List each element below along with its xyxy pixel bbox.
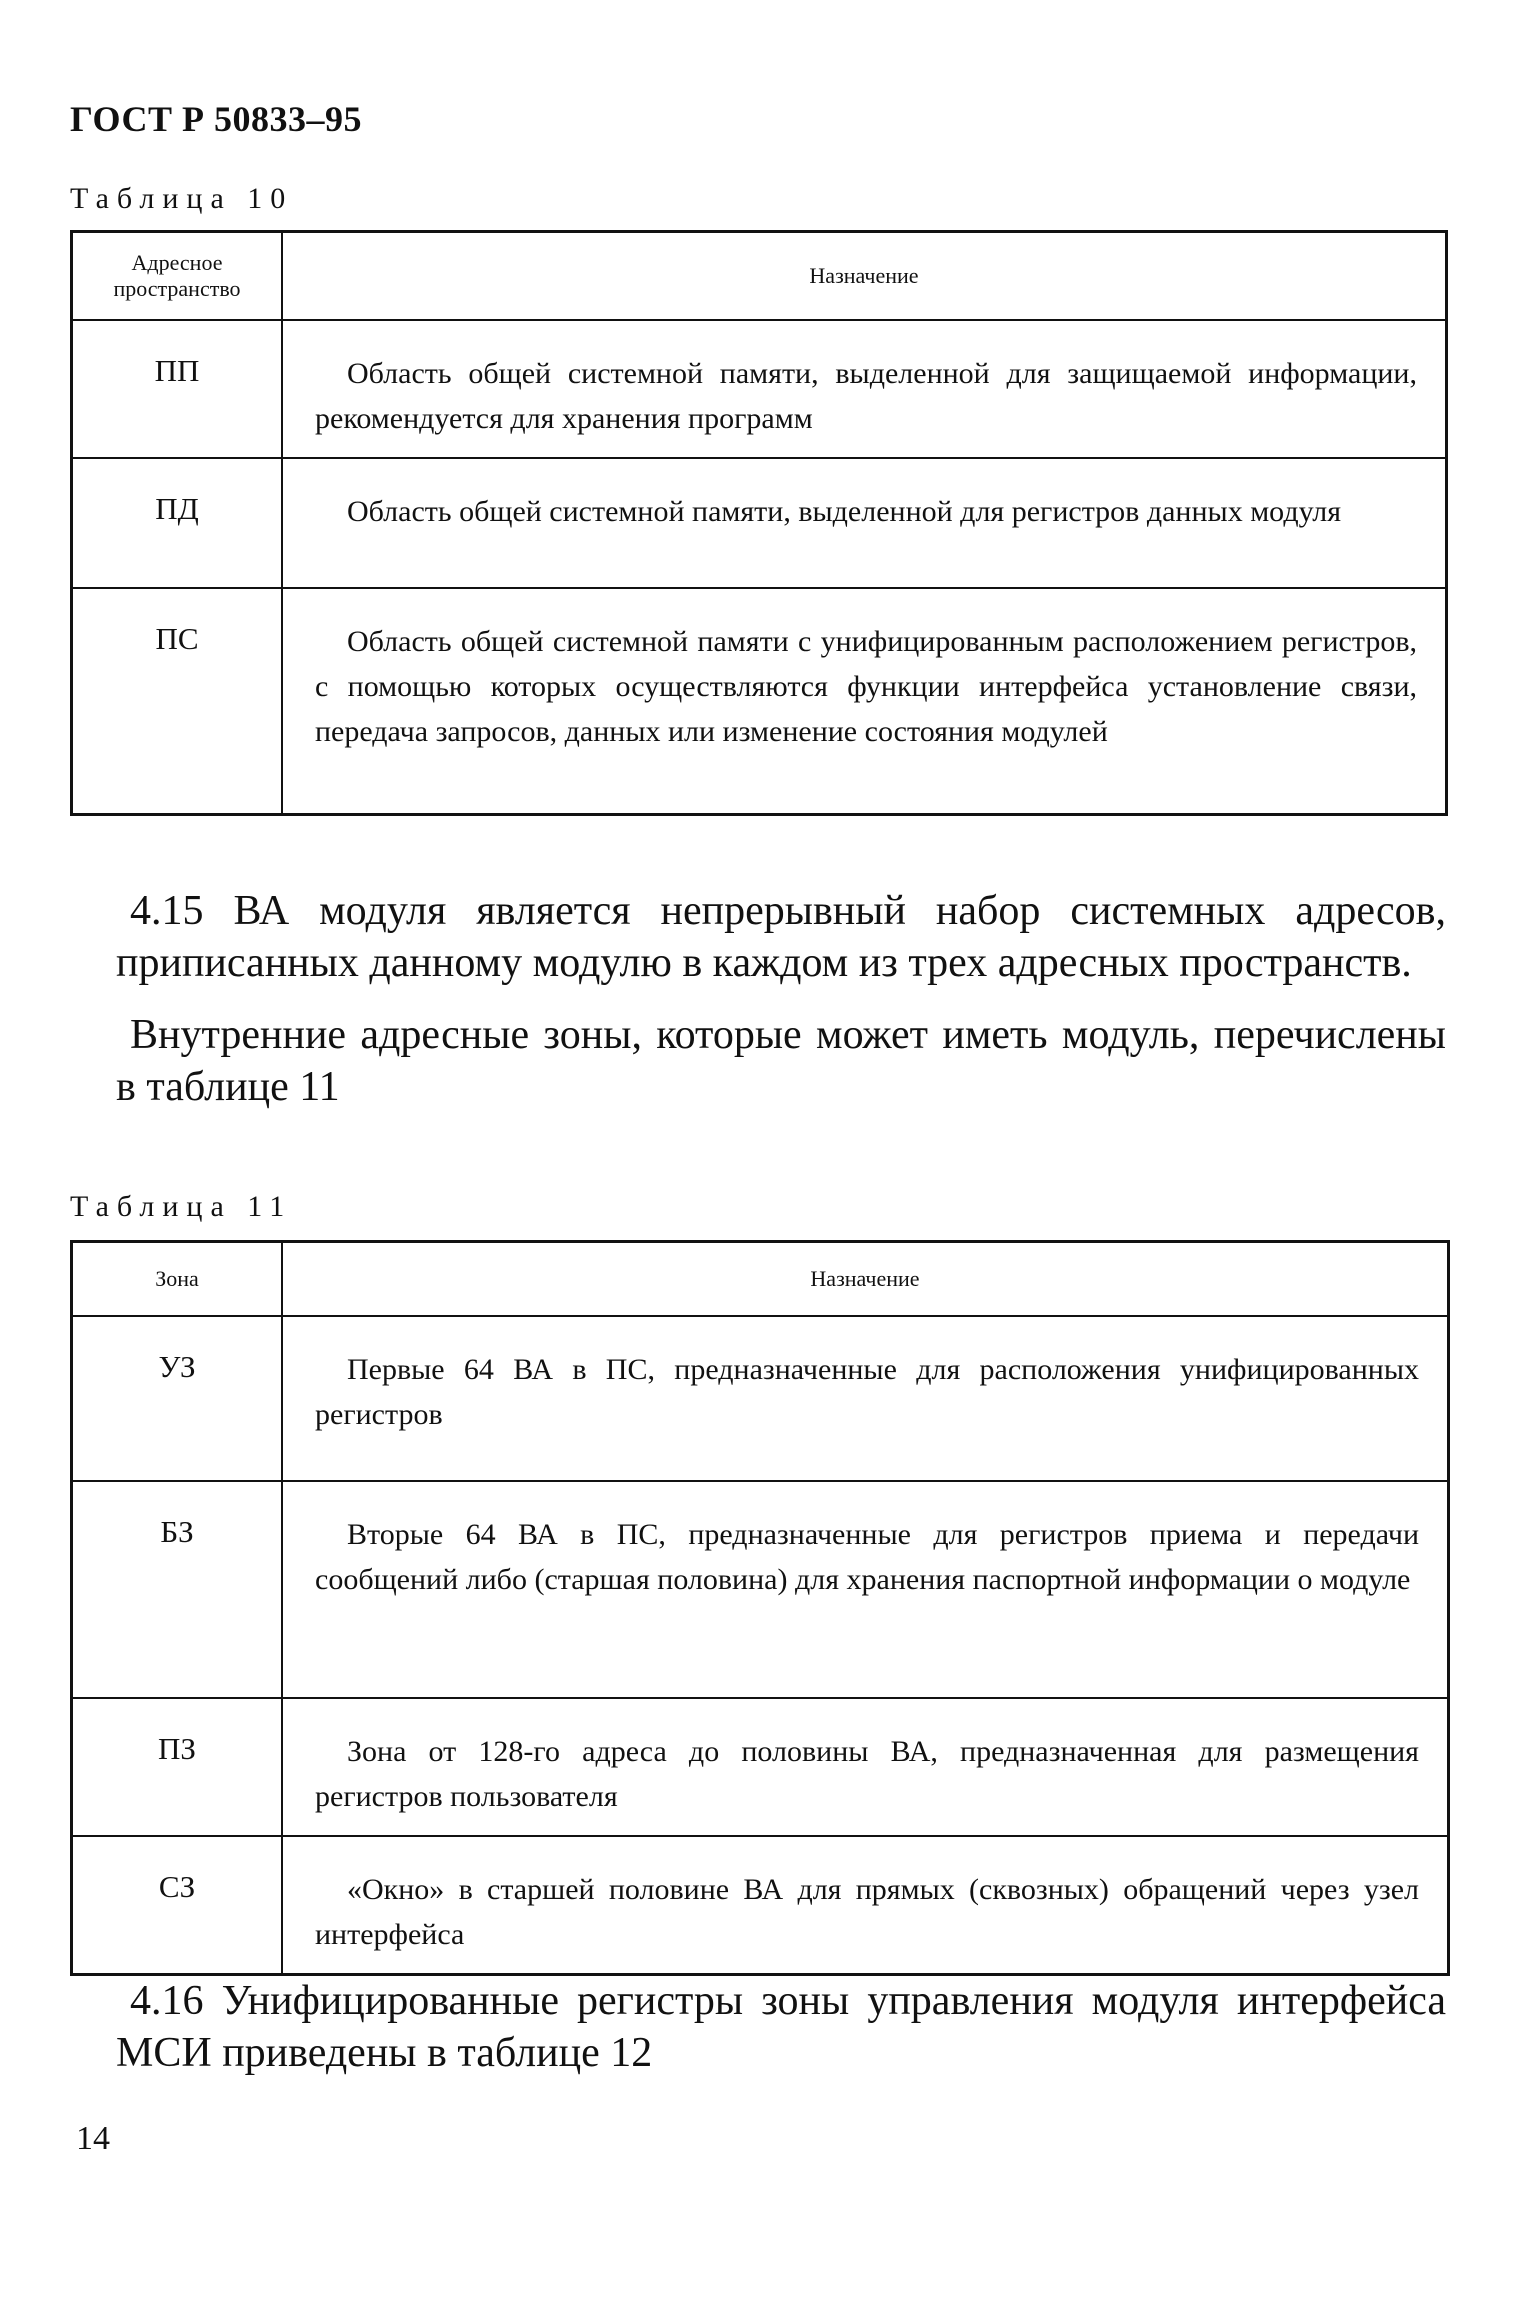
table-row [72, 1316, 1449, 1481]
table-row [72, 588, 1447, 814]
table-11 [70, 1240, 1450, 1976]
row-text: Область общей системной памяти, выделенной для регистров данных модуля [282, 458, 1447, 588]
row-code: ПП [72, 320, 283, 458]
row-code: УЗ [72, 1316, 283, 1481]
row-text: Вторые 64 ВА в ПС, предназначенные для регистров приема и передачи сообщений либо (старшая половина) для хранения паспортной информации о модуле [282, 1481, 1449, 1698]
paragraph: Внутренние адресные зоны, которые может иметь модуль, перечислены в таблице 11 [116, 1012, 1446, 1110]
row-text: Зона от 128-го адреса до половины ВА, предназначенная для размещения регистров пользователя [282, 1698, 1449, 1836]
section-4-16 [116, 1975, 1446, 2099]
table-header-row [72, 232, 1447, 321]
column-header-purpose: Назначение [282, 1242, 1449, 1317]
row-code: ПЗ [72, 1698, 283, 1836]
row-text: «Окно» в старшей половине ВА для прямых (сквозных) обращений через узел интерфейса [282, 1836, 1449, 1975]
paragraph: 4.15 ВА модуля является непрерывный набор системных адресов, приписанных данному модулю в каждом из трех адресных пространств. [116, 888, 1446, 986]
table-row [72, 1481, 1449, 1698]
row-code: ПС [72, 588, 283, 814]
column-header-address-space: Адресное пространство [72, 232, 283, 321]
column-header-purpose: Назначение [282, 232, 1447, 321]
table-header-row [72, 1242, 1449, 1317]
column-header-zone: Зона [72, 1242, 283, 1317]
row-code: БЗ [72, 1481, 283, 1698]
table-row [72, 1698, 1449, 1836]
document-header: ГОСТ Р 50833–95 [70, 99, 362, 139]
row-text: Область общей системной памяти с унифицированным расположением регистров, с помощью которых осуществляются функции интерфейса установление связи, передача запросов, данных или изменение состояния модулей [282, 588, 1447, 814]
table-10-caption: Таблица 10 [70, 182, 294, 215]
row-text: Область общей системной памяти, выделенной для защищаемой информации, рекомендуется для хранения программ [282, 320, 1447, 458]
section-4-15 [116, 885, 1446, 1133]
table-11-caption: Таблица 11 [70, 1190, 293, 1223]
page-number: 14 [76, 2120, 110, 2157]
table-row [72, 1836, 1449, 1975]
table-row [72, 320, 1447, 458]
paragraph: 4.16 Унифицированные регистры зоны управления модуля интерфейса МСИ приведены в таблице 12 [116, 1978, 1446, 2076]
table-10 [70, 230, 1448, 816]
row-code: ПД [72, 458, 283, 588]
table-row [72, 458, 1447, 588]
row-text: Первые 64 ВА в ПС, предназначенные для расположения унифицированных регистров [282, 1316, 1449, 1481]
row-code: СЗ [72, 1836, 283, 1975]
